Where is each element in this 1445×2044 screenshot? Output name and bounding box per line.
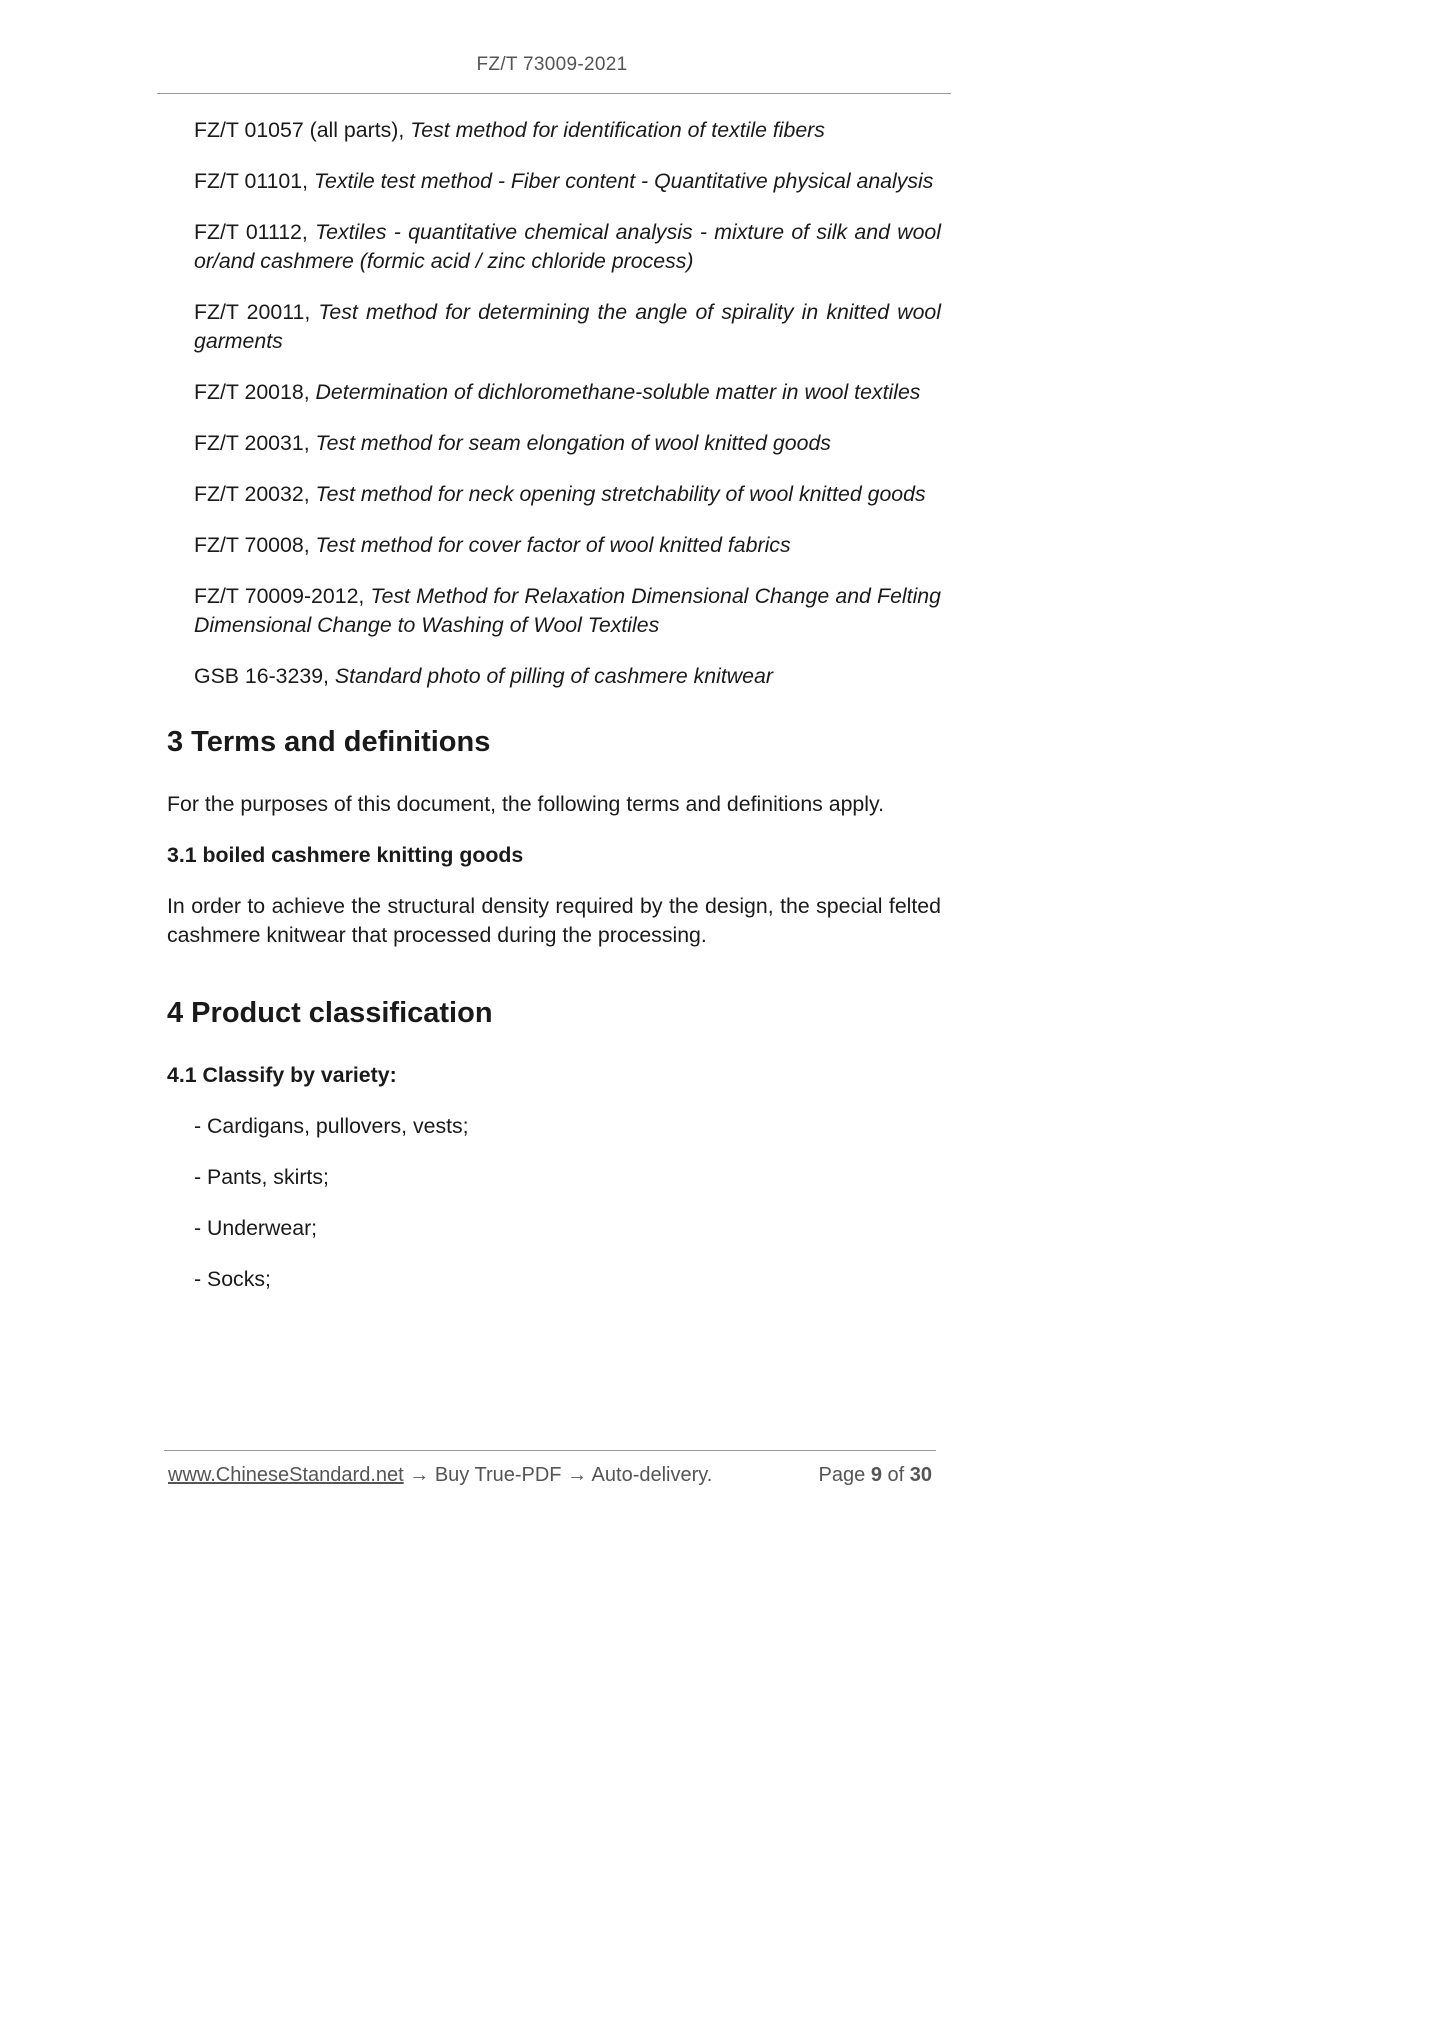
reference-item [194,531,941,560]
reference-item [194,582,941,640]
reference-code: FZ/T 20032, [194,482,316,506]
section-4-1-heading: 4.1 Classify by variety: [167,1063,397,1087]
arrow-icon: → [403,1464,435,1486]
reference-title: Test method for identification of textile fibers [410,118,825,142]
page-indicator [819,1464,932,1487]
reference-code: FZ/T 01101, [194,169,314,193]
reference-title: Determination of dichloromethane-soluble matter in wool textiles [315,380,921,404]
website-link[interactable]: www.ChineseStandard.net [168,1464,404,1486]
page-number: 9 [870,1464,882,1486]
reference-item [194,298,941,356]
reference-item [194,429,941,458]
section-3-heading: 3 Terms and definitions [167,726,491,758]
footer-divider [164,1450,936,1451]
variety-list-item: - Pants, skirts; [194,1165,329,1189]
reference-code: GSB 16-3239, [194,664,335,688]
reference-code: FZ/T 20011, [194,300,319,324]
reference-code: FZ/T 20031, [194,431,316,455]
reference-title: Test method for cover factor of wool knitted fabrics [315,533,791,557]
reference-title: Test method for neck opening stretchability of wool knitted goods [315,482,926,506]
reference-item [194,480,941,509]
document-header-id: FZ/T 73009-2021 [476,54,628,75]
reference-title: Standard photo of pilling of cashmere knitwear [334,664,773,688]
section-4-heading: 4 Product classification [167,997,493,1029]
term-3-1-definition: In order to achieve the structural density required by the design, the special felted cashmere knitwear that processed during the processing. [167,894,941,947]
page-label: Page [818,1464,866,1486]
header-divider [157,93,951,94]
term-3-1-heading: 3.1 boiled cashmere knitting goods [167,843,524,867]
reference-title: Test method for determining the angle of spirality in knitted wool garments [194,300,942,353]
of-label: of [887,1464,905,1486]
page-footer [168,1464,936,1487]
reference-title: Textile test method - Fiber content - Quantitative physical analysis [313,169,934,193]
reference-code: FZ/T 01112, [194,220,316,244]
variety-list-item: - Underwear; [194,1216,318,1240]
reference-item [194,218,941,276]
reference-item [194,116,941,145]
total-pages: 30 [909,1464,932,1486]
reference-code: FZ/T 70008, [194,533,316,557]
reference-title: Textiles - quantitative chemical analysis - mixture of silk and wool or/and cashmere (formic acid / zinc chloride process) [194,220,941,273]
section-3-intro: For the purposes of this document, the following terms and definitions apply. [167,792,884,816]
reference-code: FZ/T 01057 (all parts), [194,118,411,142]
reference-title: Test Method for Relaxation Dimensional Change and Felting Dimensional Change to Washing of Wool Textiles [194,584,941,637]
arrow-icon: → [561,1464,592,1486]
auto-delivery-text: Auto-delivery. [591,1464,713,1486]
reference-item [194,662,941,691]
page-content [167,116,941,1316]
reference-code: FZ/T 20018, [194,380,316,404]
variety-list-item: - Socks; [194,1267,271,1291]
reference-item [194,167,941,196]
buy-true-pdf-text: Buy True-PDF [434,1464,562,1486]
reference-code: FZ/T 70009-2012, [194,584,371,608]
variety-list-item: - Cardigans, pullovers, vests; [194,1114,469,1138]
reference-item [194,378,941,407]
reference-title: Test method for seam elongation of wool knitted goods [315,431,831,455]
